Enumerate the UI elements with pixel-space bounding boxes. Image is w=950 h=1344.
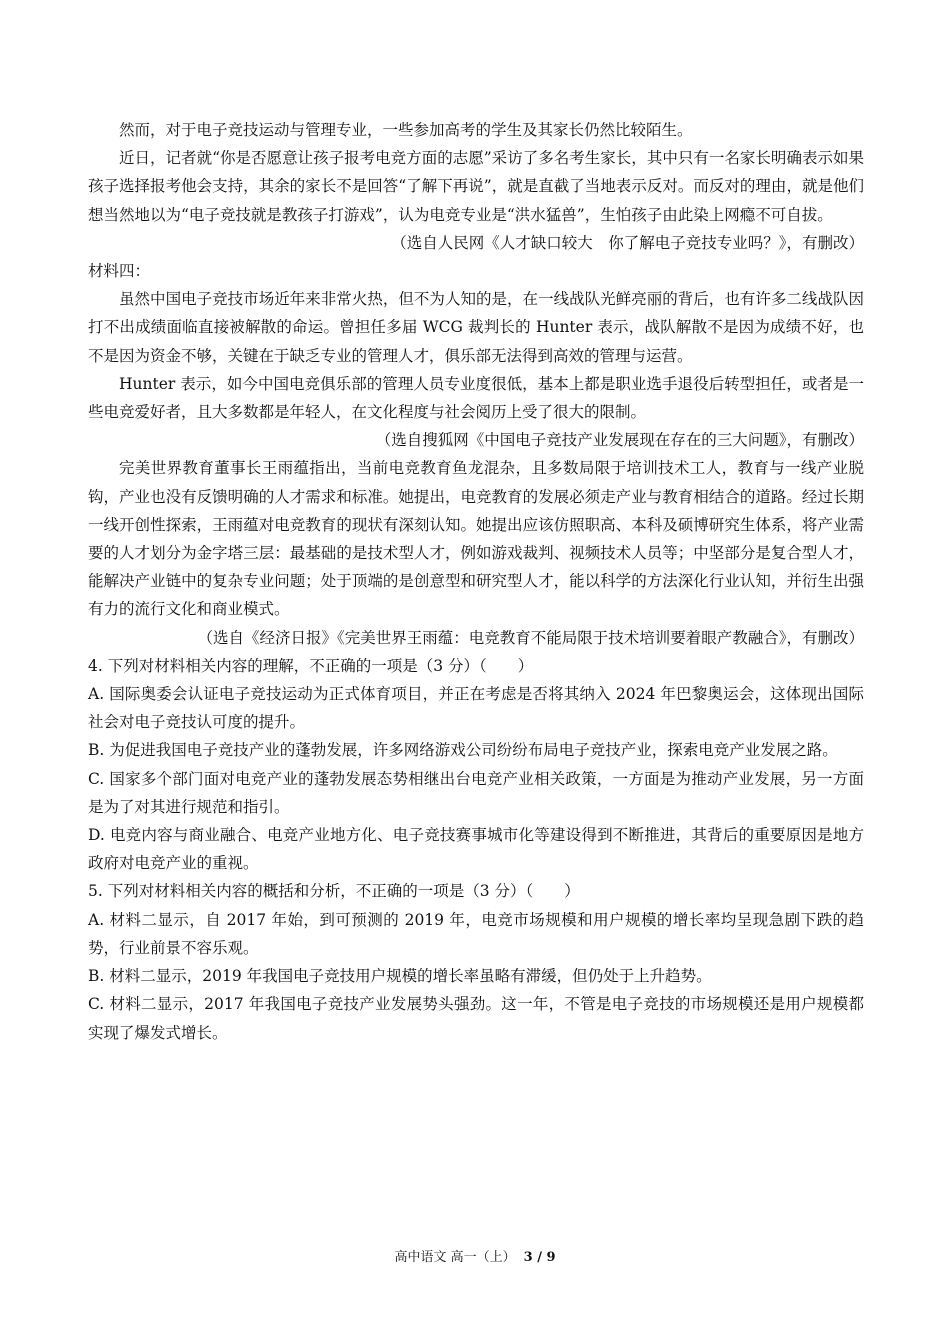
question-4-stem: 4. 下列对材料相关内容的理解，不正确的一项是（3 分）（ ） bbox=[88, 656, 534, 675]
material3-paragraph-1: 然而，对于电子竞技运动与管理专业，一些参加高考的学生及其家长仍然比较陌生。 bbox=[119, 121, 693, 139]
material4-source-1: （选自搜狐网《中国电子竞技产业发展现在存在的三大问题》，有删改） bbox=[375, 431, 864, 450]
question-4-option-d[interactable]: D. 电竞内容与商业融合、电竞产业地方化、电子竞技赛事城市化等建设得到不断推进，其背后的重要原因是地方政府对电竞产业的重视。 bbox=[88, 826, 864, 873]
material4-paragraph-1: 虽然中国电子竞技市场近年来非常火热，但不为人知的是，在一线战队光鲜亮丽的背后，也有许多二线战队因打不出成绩面临直接被解散的命运。曾担任多届 WCG 裁判长的 Hunter 表示，战队解散不是因为成绩不好，也不是因为资金不够，关键在于缺乏专业的管理人才，俱乐部无法得到高效的管理与运营。 bbox=[88, 290, 864, 365]
footer-subject: 高中语文 高一（上） bbox=[394, 1250, 516, 1265]
material4-paragraph-3: 完美世界教育董事长王雨蕴指出，当前电竞教育鱼龙混杂，且多数局限于培训技术工人，教育与一线产业脱钩，产业也没有反馈明确的人才需求和标准。她提出，电竞教育的发展必须走产业与教育相结合的道路。经过长期一线开创性探索，王雨蕴对电竞教育的现状有深刻认知。她提出应该仿照职高、本科及硕博研究生体系，将产业需要的人才划分为金字塔三层：最基础的是技术型人才，例如游戏裁判、视频技术人员等；中坚部分是复合型人才，能解决产业链中的复杂专业问题；处于顶端的是创意型和研究型人才，能以科学的方法深化行业认知，并衍生出强有力的流行文化和商业模式。 bbox=[88, 459, 864, 619]
material4-paragraph-2: Hunter 表示，如今中国电竞俱乐部的管理人员专业度很低，基本上都是职业选手退役后转型担任，或者是一些电竞爱好者，且大多数都是年轻人，在文化程度与社会阅历上受了很大的限制。 bbox=[88, 374, 864, 422]
material4-heading: 材料四： bbox=[88, 262, 151, 281]
question-5-option-b[interactable]: B. 材料二显示，2019 年我国电子竞技用户规模的增长率虽略有滞缓，但仍处于上升趋势。 bbox=[88, 967, 712, 986]
page-footer bbox=[0, 1246, 950, 1265]
question-5-stem: 5. 下列对材料相关内容的概括和分析，不正确的一项是（3 分）（ ） bbox=[88, 882, 580, 901]
question-5-option-a[interactable]: A. 材料二显示，自 2017 年始，到可预测的 2019 年，电竞市场规模和用户规模的增长率均呈现急剧下跌的趋势，行业前景不容乐观。 bbox=[88, 910, 864, 957]
question-5-option-c[interactable]: C. 材料二显示，2017 年我国电子竞技产业发展势头强劲。这一年，不管是电子竞技的市场规模还是用户规模都实现了爆发式增长。 bbox=[88, 995, 864, 1042]
question-4-option-b[interactable]: B. 为促进我国电子竞技产业的蓬勃发展，许多网络游戏公司纷纷布局电子竞技产业，探索电竞产业发展之路。 bbox=[88, 741, 838, 760]
question-4-option-c[interactable]: C. 国家多个部门面对电竞产业的蓬勃发展态势相继出台电竞产业相关政策，一方面是为推动产业发展，另一方面是为了对其进行规范和指引。 bbox=[88, 769, 864, 816]
page-content bbox=[88, 116, 864, 1047]
page-number: 3 / 9 bbox=[523, 1250, 556, 1265]
material3-paragraph-2: 近日，记者就“你是否愿意让孩子报考电竞方面的志愿”采访了多名考生家长，其中只有一名家长明确表示如果孩子选择报考他会支持，其余的家长不是回答“了解下再说”，就是直截了当地表示反对。而反对的理由，就是他们想当然地以为“电子竞技就是教孩子打游戏”，认为电竞专业是“洪水猛兽”，生怕孩子由此染上网瘾不可自拔。 bbox=[88, 149, 864, 224]
material4-source-2: （选自《经济日报》《完美世界王雨蕴：电竞教育不能局限于技术培训要着眼产教融合》，有删改） bbox=[197, 628, 864, 647]
question-4-option-a[interactable]: A. 国际奥委会认证电子竞技运动为正式体育项目，并正在考虑是否将其纳入 2024 年巴黎奥运会，这体现出国际社会对电子竞技认可度的提升。 bbox=[88, 685, 864, 732]
material3-source: （选自人民网《人才缺口较大 你了解电子竞技专业吗？》，有删改） bbox=[391, 233, 864, 252]
